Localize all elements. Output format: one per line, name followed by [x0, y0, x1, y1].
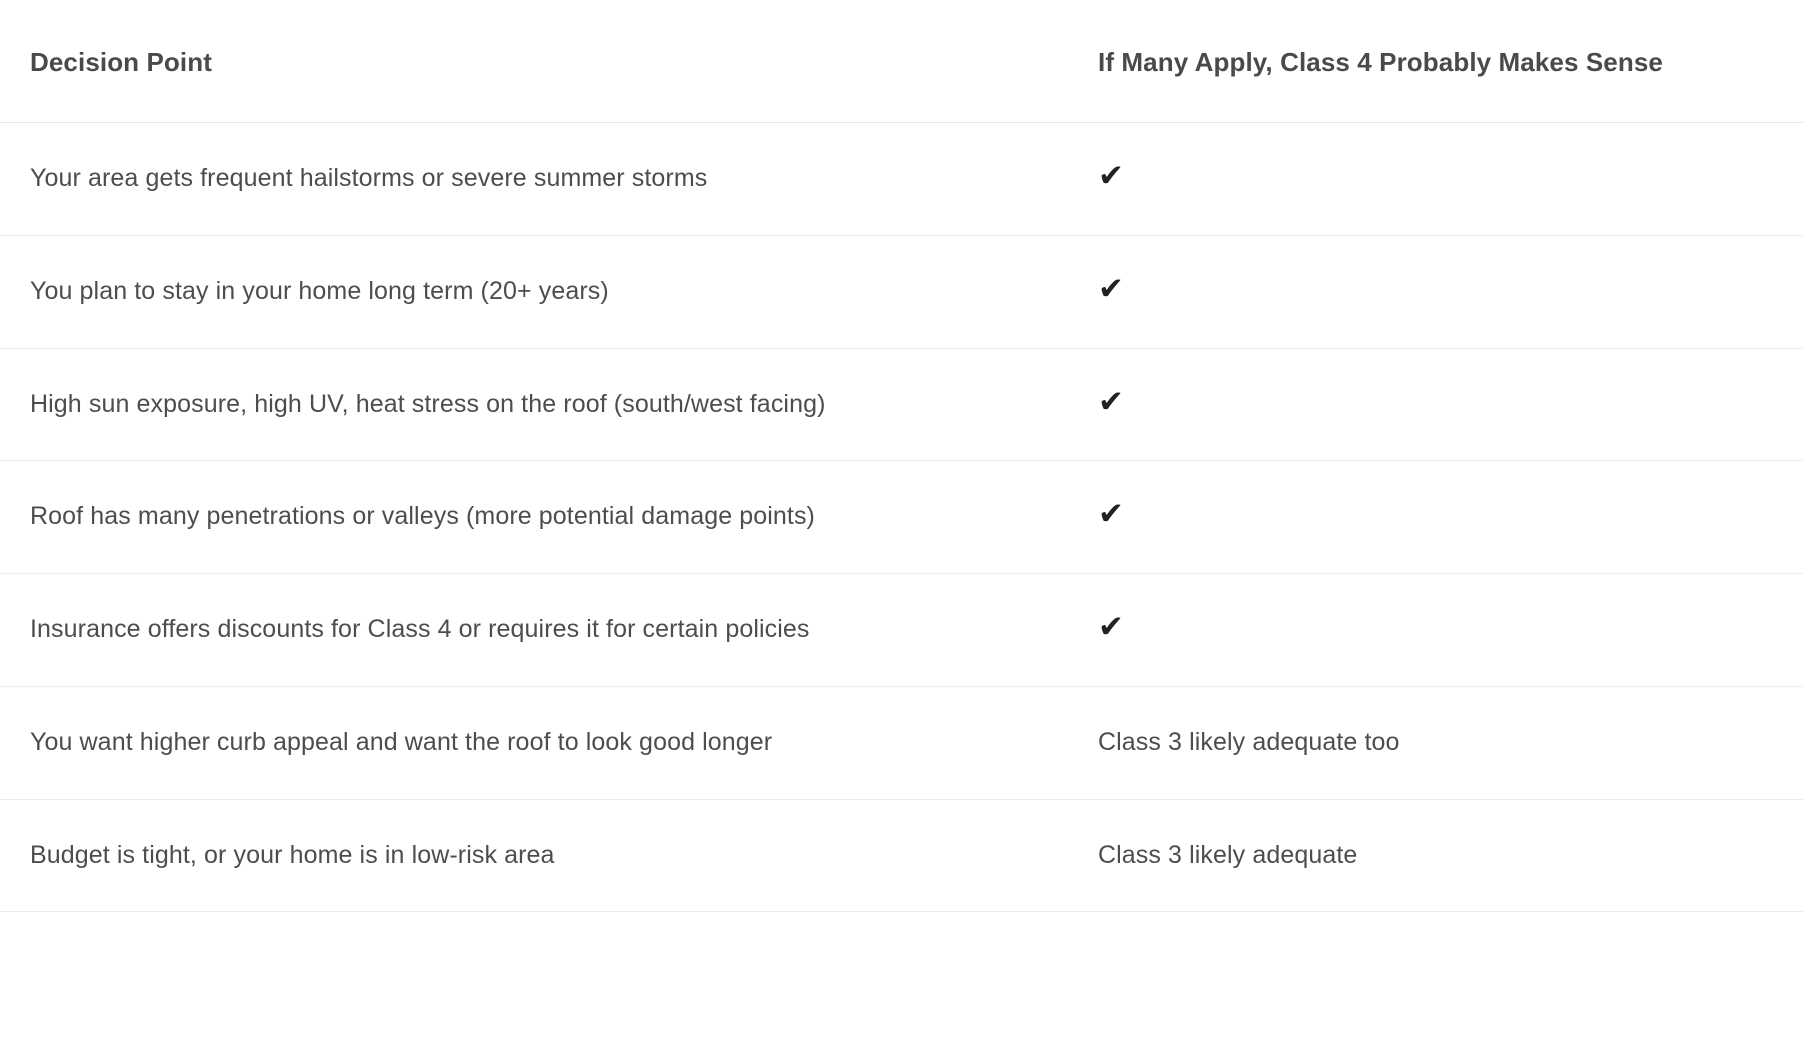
decision-point-text: High sun exposure, high UV, heat stress on the roof (south/west facing): [0, 348, 1090, 461]
table-row: [0, 574, 1803, 687]
check-icon: ✔: [1098, 383, 1125, 419]
table-row: [0, 799, 1803, 912]
decision-point-text: Insurance offers discounts for Class 4 or requires it for certain policies: [0, 574, 1090, 687]
check-icon: ✔: [1098, 496, 1125, 532]
verdict-text: Class 3 likely adequate too: [1090, 686, 1803, 799]
decision-point-text: Roof has many penetrations or valleys (more potential damage points): [0, 461, 1090, 574]
table-body: [0, 123, 1803, 912]
column-header-class4-verdict: If Many Apply, Class 4 Probably Makes Sense: [1090, 0, 1803, 123]
decision-point-text: You plan to stay in your home long term (20+ years): [0, 235, 1090, 348]
decision-point-text: Budget is tight, or your home is in low-risk area: [0, 799, 1090, 912]
verdict-cell: [1090, 235, 1803, 348]
table-row: [0, 461, 1803, 574]
verdict-cell: [1090, 461, 1803, 574]
check-icon: ✔: [1098, 158, 1125, 194]
verdict-cell: [1090, 348, 1803, 461]
table-row: [0, 123, 1803, 236]
table-row: [0, 348, 1803, 461]
verdict-cell: [1090, 123, 1803, 236]
verdict-cell: [1090, 574, 1803, 687]
check-icon: ✔: [1098, 270, 1125, 306]
table-header: [0, 0, 1803, 123]
table-row: [0, 686, 1803, 799]
decision-point-text: Your area gets frequent hailstorms or severe summer storms: [0, 123, 1090, 236]
check-icon: ✔: [1098, 609, 1125, 645]
column-header-decision-point: Decision Point: [0, 0, 1090, 123]
table-row: [0, 235, 1803, 348]
decision-point-text: You want higher curb appeal and want the roof to look good longer: [0, 686, 1090, 799]
table-header-row: [0, 0, 1803, 123]
verdict-text: Class 3 likely adequate: [1090, 799, 1803, 912]
